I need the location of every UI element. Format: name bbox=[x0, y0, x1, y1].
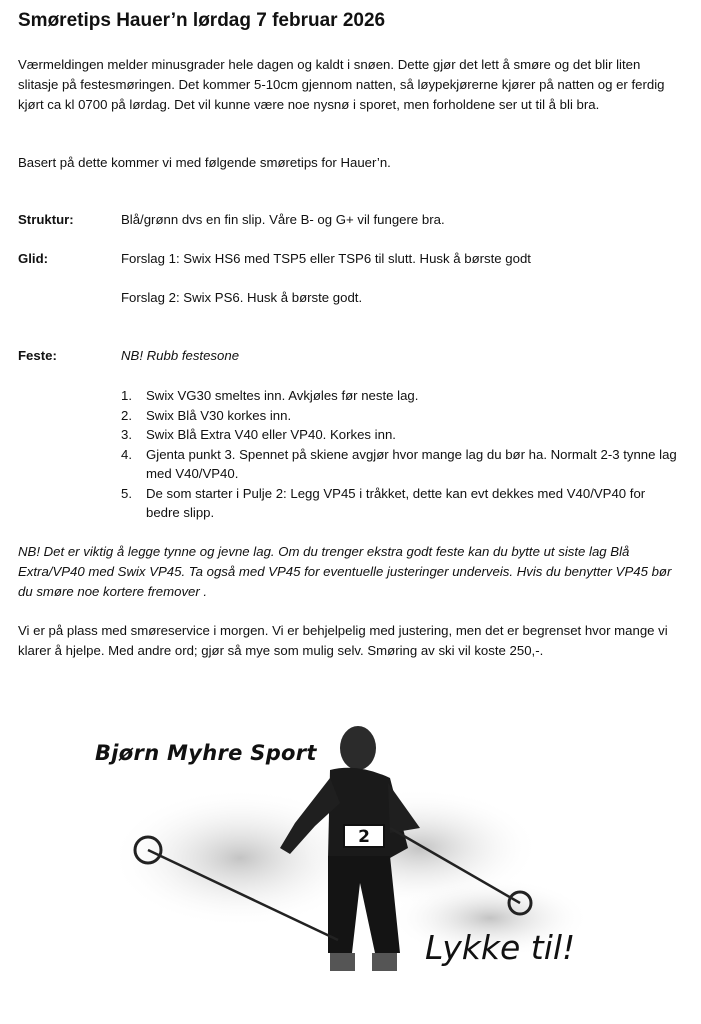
closing-text: Lykke til! bbox=[425, 928, 576, 967]
list-item-number: 4. bbox=[121, 446, 132, 462]
list-item-number: 1. bbox=[121, 388, 132, 403]
feste-note: NB! Rubb festesone bbox=[121, 348, 240, 363]
nb-paragraph: NB! Det er viktig å legge tynne og jevne lag. Om du trenger ekstra godt feste kan du bytte ut siste lag Blå Extra/VP40 med Swix VP45. Ta også med VP45 for eventuelle justeringer underveis. Hvis du benytter VP45 bør du smøre noe kortere fremover . bbox=[18, 544, 672, 599]
feste-steps-list bbox=[121, 386, 681, 523]
brand-logo-text: Bjørn Myhre Sport bbox=[95, 741, 317, 765]
list-item-number: 2. bbox=[121, 407, 132, 423]
feste-label: Feste: bbox=[18, 348, 57, 363]
glid-label: Glid: bbox=[18, 251, 49, 266]
list-item-text: Swix VG30 smeltes inn. Avkjøles før neste lag. bbox=[146, 388, 419, 403]
glid-option-1: Forslag 1: Swix HS6 med TSP5 eller TSP6 til slutt. Husk å børste godt bbox=[121, 251, 531, 266]
list-item-number: 5. bbox=[121, 485, 132, 501]
service-paragraph: Vi er på plass med smøreservice i morgen. Vi er behjelpelig med justering, men det er begrenset hvor mange vi klarer å hjelpe. Med andre ord; gjør så mye som mulig selv. Smøring av ski vil koste 250,-. bbox=[18, 623, 668, 658]
list-item bbox=[121, 406, 681, 426]
list-item bbox=[121, 425, 681, 445]
list-item-text: Swix Blå Extra V40 eller VP40. Korkes inn. bbox=[146, 427, 396, 442]
list-item bbox=[121, 445, 681, 484]
struktur-text: Blå/grønn dvs en fin slip. Våre B- og G+ vil fungere bra. bbox=[121, 212, 445, 227]
document-title: Smøretips Hauer’n lørdag 7 februar 2026 bbox=[18, 10, 386, 31]
bib-number: 2 bbox=[358, 827, 370, 847]
list-item-text: Swix Blå V30 korkes inn. bbox=[146, 407, 292, 423]
list-item-text: De som starter i Pulje 2: Legg VP45 i tråkket, dette kan evt dekkes med V40/VP40 for bedre slipp. bbox=[146, 485, 646, 520]
list-item bbox=[121, 386, 681, 406]
list-item-number: 3. bbox=[121, 427, 132, 442]
list-item bbox=[121, 484, 681, 523]
list-item-text: Gjenta punkt 3. Spennet på skiene avgjør hvor mange lag du bør ha. Normalt 2-3 tynne lag med V40/VP40. bbox=[146, 446, 677, 481]
glid-option-2: Forslag 2: Swix PS6. Husk å børste godt. bbox=[121, 290, 363, 305]
basis-paragraph: Basert på dette kommer vi med følgende smøretips for Hauer’n. bbox=[18, 155, 391, 170]
weather-paragraph: Værmeldingen melder minusgrader hele dagen og kaldt i snøen. Dette gjør det lett å smøre og det blir liten slitasje på festesmøringen. Det kommer 5-10cm gjennom natten, så løypekjørerne kjører på natten og er ferdig kjørt ca kl 0700 på lørdag. Det vil kunne være noe nysnø i sporet, men forholdene ser ut til å bli bra. bbox=[18, 57, 665, 112]
struktur-label: Struktur: bbox=[18, 212, 74, 227]
